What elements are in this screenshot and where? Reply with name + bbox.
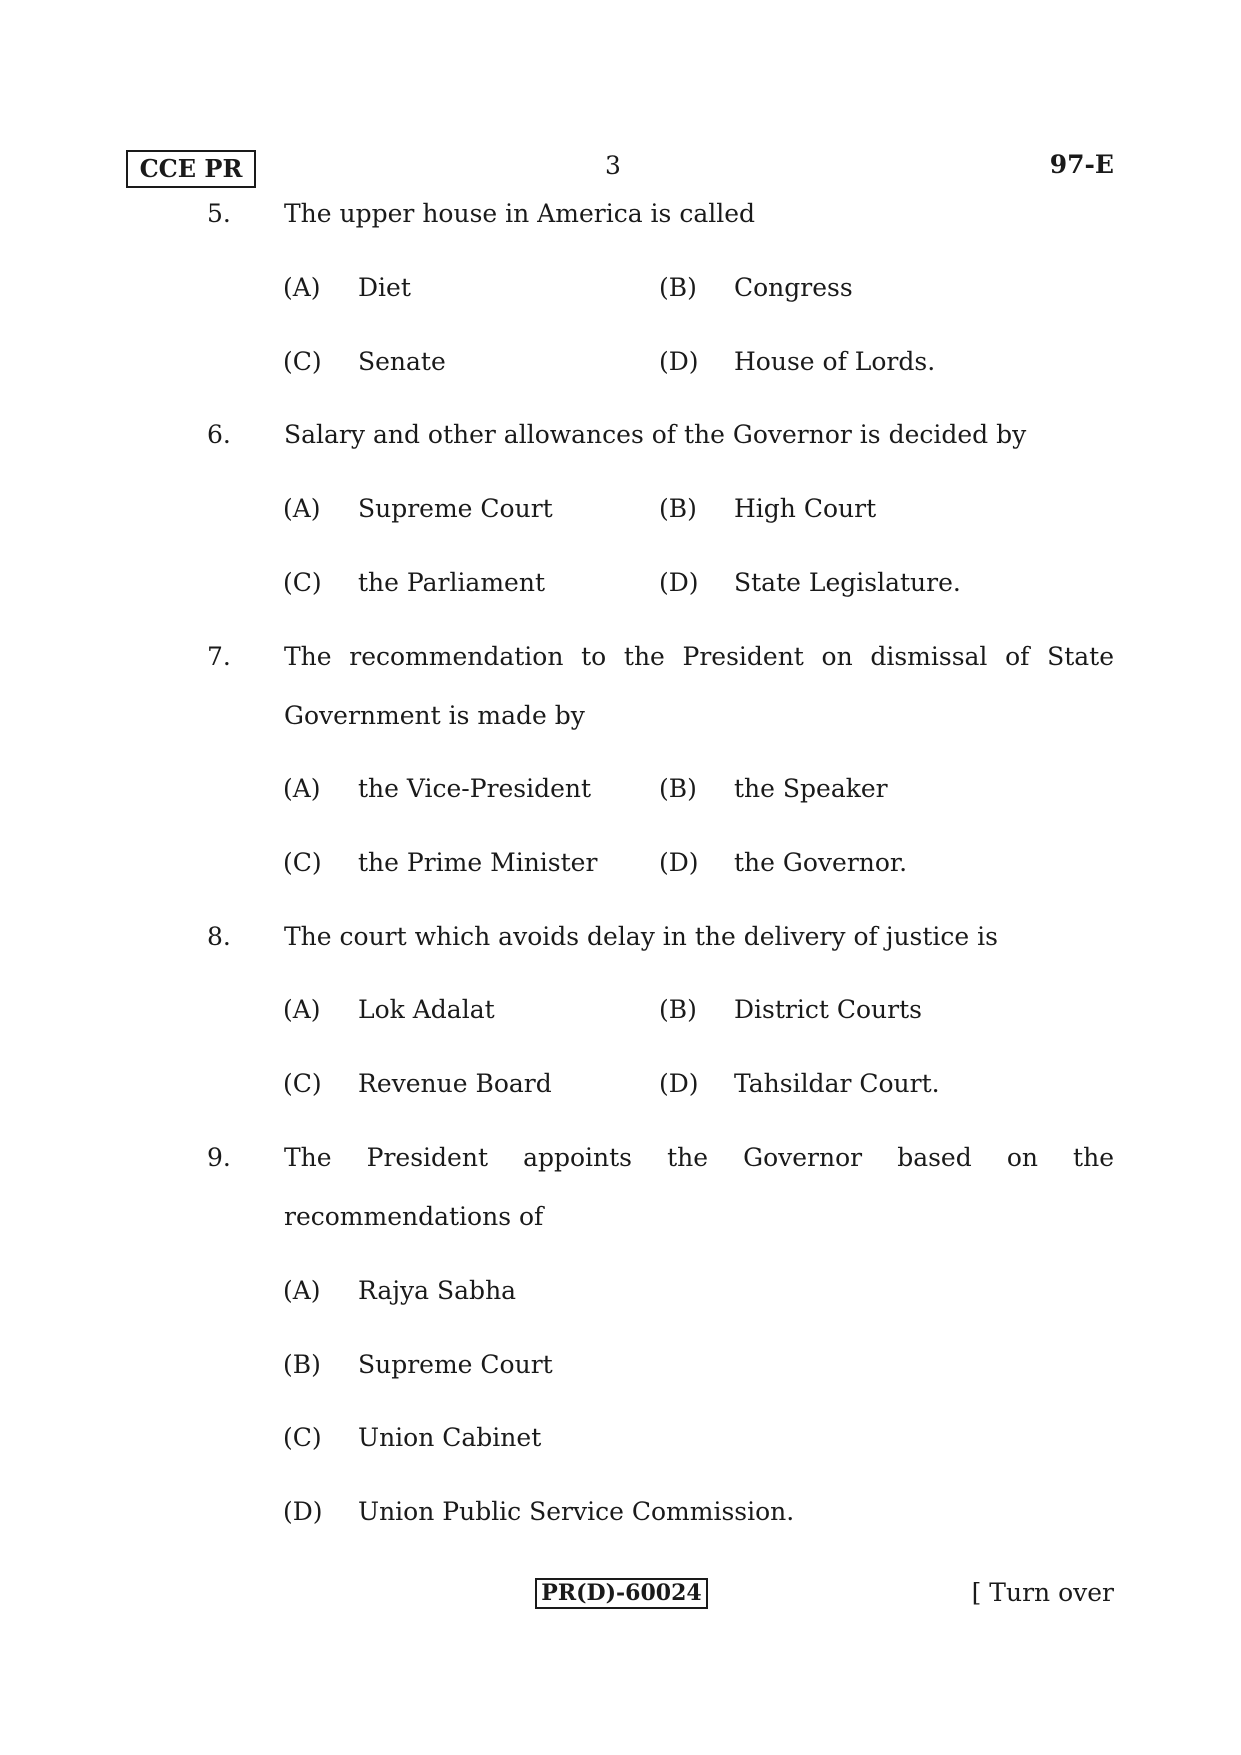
- option-letter: (D): [659, 1069, 699, 1098]
- option-letter: (C): [283, 347, 322, 376]
- option-text: Revenue Board: [358, 1069, 552, 1098]
- option-letter: (A): [283, 995, 321, 1024]
- option-letter: (C): [283, 1069, 322, 1098]
- option-letter: (B): [283, 1350, 321, 1379]
- turn-over-note: [ Turn over: [971, 1578, 1114, 1607]
- option-text: District Courts: [734, 995, 922, 1024]
- option-letter: (D): [283, 1497, 323, 1526]
- option-letter: (C): [283, 1423, 322, 1452]
- option-letter: (A): [283, 273, 321, 302]
- question-text-line-2: Government is made by: [284, 701, 585, 730]
- option-letter: (A): [283, 1276, 321, 1305]
- option-text: Senate: [358, 347, 446, 376]
- question-text: The court which avoids delay in the delivery of justice is: [284, 922, 998, 951]
- question-number: 8.: [207, 922, 231, 951]
- option-text: State Legislature.: [734, 568, 961, 597]
- option-letter: (B): [659, 995, 697, 1024]
- option-letter: (D): [659, 848, 699, 877]
- option-text: the Speaker: [734, 774, 888, 803]
- option-text: Supreme Court: [358, 494, 553, 523]
- option-text: the Prime Minister: [358, 848, 598, 877]
- option-letter: (B): [659, 273, 697, 302]
- paper-code-box: CCE PR: [126, 150, 256, 188]
- option-text: Tahsildar Court.: [734, 1069, 940, 1098]
- question-text-line-2: recommendations of: [284, 1202, 544, 1231]
- option-letter: (D): [659, 347, 699, 376]
- question-number: 5.: [207, 199, 231, 228]
- option-letter: (C): [283, 848, 322, 877]
- option-text: Union Public Service Commission.: [358, 1497, 795, 1526]
- option-text: the Governor.: [734, 848, 908, 877]
- option-text: Lok Adalat: [358, 995, 495, 1024]
- option-letter: (A): [283, 774, 321, 803]
- option-letter: (B): [659, 494, 697, 523]
- question-text: Salary and other allowances of the Governor is decided by: [284, 420, 1027, 449]
- option-text: Union Cabinet: [358, 1423, 542, 1452]
- subject-code: 97-E: [1049, 150, 1114, 179]
- question-text-line-1: The recommendation to the President on dismissal of State: [284, 642, 1114, 671]
- option-text: Congress: [734, 273, 853, 302]
- question-text-line-1: The President appoints the Governor based on the: [284, 1143, 1114, 1172]
- question-number: 9.: [207, 1143, 231, 1172]
- option-letter: (B): [659, 774, 697, 803]
- option-text: Supreme Court: [358, 1350, 553, 1379]
- option-letter: (D): [659, 568, 699, 597]
- paper-serial-box: PR(D)-60024: [535, 1578, 708, 1609]
- question-text: The upper house in America is called: [284, 199, 756, 228]
- option-text: High Court: [734, 494, 877, 523]
- option-letter: (C): [283, 568, 322, 597]
- option-text: the Parliament: [358, 568, 545, 597]
- option-text: Rajya Sabha: [358, 1276, 517, 1305]
- option-text: Diet: [358, 273, 411, 302]
- question-number: 6.: [207, 420, 231, 449]
- question-number: 7.: [207, 642, 231, 671]
- option-letter: (A): [283, 494, 321, 523]
- option-text: the Vice-President: [358, 774, 592, 803]
- page-number: 3: [605, 151, 621, 180]
- option-text: House of Lords.: [734, 347, 936, 376]
